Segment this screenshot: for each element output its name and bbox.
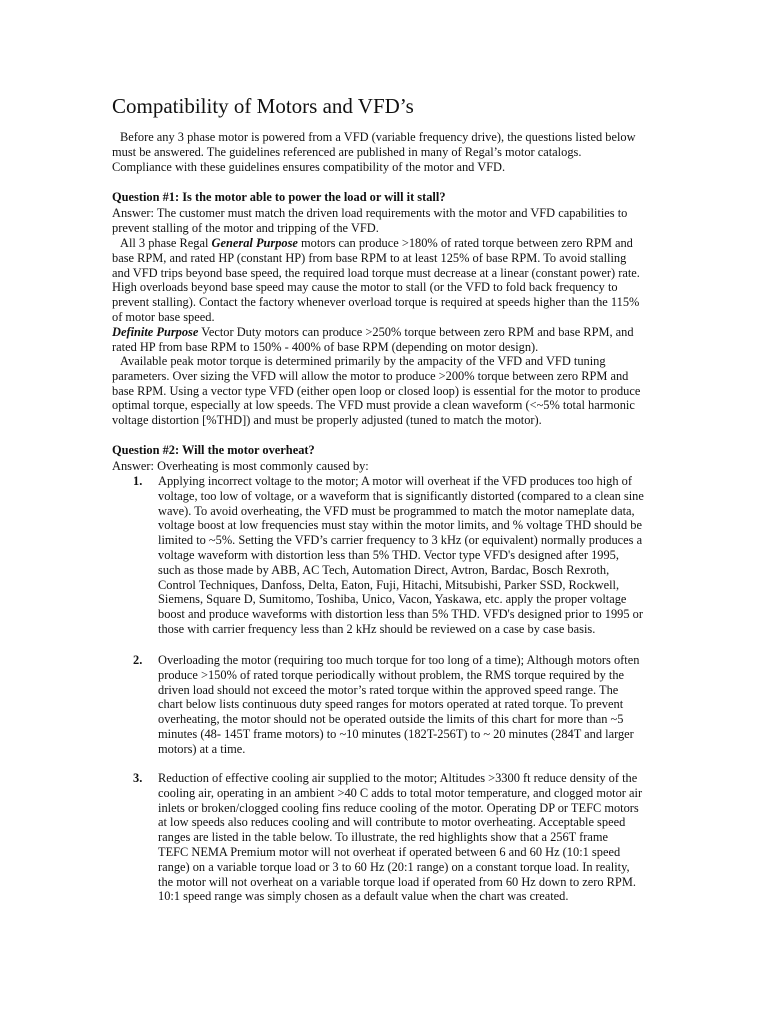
list-item-number: 1. xyxy=(133,474,143,488)
peak-torque-paragraph xyxy=(112,354,652,428)
question-2-heading: Question #2: Will the motor overheat? xyxy=(112,443,315,457)
list-item-body: Overloading the motor (requiring too much torque for too long of a time); Although motors often produce >150% of rated torque periodically without problem, the RMS torque required by the driven load should not exceed the motor’s rated torque within the approved speed range. The chart below lists continuous duty speed ranges for motors operated at rated torque. To prevent overheating, the motor should not be operated outside the limits of this chart for more than ~5 minutes (48- 145T frame motors) to ~10 minutes (182T-256T) to ~ 20 minutes (284T and larger motors) at a time. xyxy=(158,653,640,756)
dp-line: rated HP from base RPM to 150% - 400% of base RPM (depending on motor design). xyxy=(112,339,539,354)
peak-line: parameters. Over sizing the VFD will allow the motor to produce >200% torque between zero RPM and xyxy=(112,368,629,383)
definite-purpose-term: Definite Purpose xyxy=(112,325,199,339)
list-item-number: 2. xyxy=(133,653,143,667)
definite-purpose-paragraph xyxy=(112,325,652,355)
question-2-answer: Answer: Overheating is most commonly caused by: xyxy=(112,459,369,473)
general-purpose-term: General Purpose xyxy=(211,236,298,250)
gp-rest: motors can produce >180% of rated torque between zero RPM and xyxy=(297,236,633,250)
answer-line: prevent stalling of the motor and tripping of the VFD. xyxy=(112,220,379,235)
list-item-body: Reduction of effective cooling air supplied to the motor; Altitudes >3300 ft reduce density of the cooling air, operating in an ambient >40 C adds to total motor temperature, and clogged motor air inlets or broken/clogged cooling fins reduce cooling of the motor. Operating DP or TEFC motors at low speeds also reduces cooling and will contribute to motor overheating. Acceptable speed ranges are listed in the table below. To illustrate, the red highlights show that a 256T frame TEFC NEMA Premium motor will not overheat if operated between 6 and 60 Hz (10:1 speed range) on a variable torque load or 3 to 60 Hz (20:1 range) on a constant torque load. In reality, the motor will not overheat on a variable torque load if operated from 60 Hz down to zero RPM. 10:1 speed range was simply chosen as a default value when the chart was created. xyxy=(158,771,643,904)
intro-paragraph xyxy=(112,130,652,174)
question-1-answer xyxy=(112,206,652,236)
list-item-number: 3. xyxy=(133,771,143,785)
list-item-body: Applying incorrect voltage to the motor; A motor will overheat if the VFD produces too high of voltage, too low of voltage, or a waveform that is significantly distorted (compared to a clean sine wave). To avoid overheating, the VFD must be programmed to match the motor nameplate data, voltage boost at low frequencies must stay within the motor limits, and % voltage THD should be limited to ~5%. Setting the VFD’s carrier frequency to 3 kHz (or equivalent) normally produces a voltage waveform with distortion less than 5% THD. Vector type VFD's designed after 1995, such as those made by ABB, AC Tech, Automation Direct, Avtron, Bardac, Bosch Rexroth, Control Techniques, Danfoss, Delta, Eaton, Fuji, Hitachi, Mitsubishi, Parker SSD, Rockwell, Siemens, Square D, Sumitomo, Toshiba, Unico, Vacon, Yaskawa, etc. apply the proper voltage boost and produce waveforms with distortion less than 5% THD. VFD's designed prior to 1995 or those with carrier frequency less than 2 kHz should be reviewed on a case by case basis. xyxy=(158,474,644,636)
intro-line: must be answered. The guidelines referenced are published in many of Regal’s motor catalogs. xyxy=(112,144,582,159)
peak-line: Available peak motor torque is determined primarily by the ampacity of the VFD and VFD tuning xyxy=(120,354,606,368)
peak-line: voltage distortion [%THD]) and must be properly adjusted (tuned to match the motor). xyxy=(112,413,542,428)
gp-line: base RPM, and rated HP (constant HP) from base RPM to at least 125% of base RPM. To avoid stalling xyxy=(112,250,627,265)
peak-line: optimal torque, especially at low speeds. The VFD must provide a clean waveform (<~5% total harmonic xyxy=(112,398,635,413)
general-purpose-paragraph xyxy=(112,236,652,325)
gp-line: prevent stalling). Contact the factory whenever overload torque is required at speeds higher than the 115% xyxy=(112,295,640,310)
question-1-label: Question #1 xyxy=(112,190,175,204)
question-1-text: : Is the motor able to power the load or will it stall? xyxy=(175,190,446,204)
question-1-heading xyxy=(112,190,652,205)
peak-line: base RPM. Using a vector type VFD (either open loop or closed loop) is essential for the motor to produce xyxy=(112,383,641,398)
gp-line: High overloads beyond base speed may cause the motor to stall (or the VFD to fold back frequency to xyxy=(112,280,618,295)
gp-line: of motor base speed. xyxy=(112,309,215,324)
page-title: Compatibility of Motors and VFD’s xyxy=(112,94,414,118)
intro-line: Compliance with these guidelines ensures compatibility of the motor and VFD. xyxy=(112,159,506,174)
gp-prefix: All 3 phase Regal xyxy=(120,236,212,250)
gp-line: and VFD trips beyond base speed, the required load torque must decrease at a linear (constant power) rate. xyxy=(112,265,640,280)
intro-line: Before any 3 phase motor is powered from a VFD (variable frequency drive), the questions listed below xyxy=(120,130,636,144)
dp-rest: Vector Duty motors can produce >250% torque between zero RPM and base RPM, and xyxy=(198,325,634,339)
answer-line: Answer: The customer must match the driven load requirements with the motor and VFD capabilities to xyxy=(112,206,628,220)
